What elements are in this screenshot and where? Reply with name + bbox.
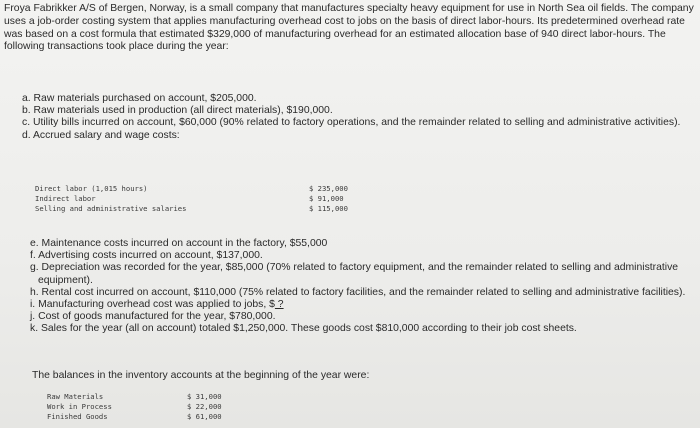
- balances-intro: The balances in the inventory accounts at the beginning of the year were:: [32, 370, 370, 381]
- transaction-b: b. Raw materials used in production (all direct materials), $190,000.: [22, 105, 333, 117]
- balance-value-fg: $ 61,000: [187, 411, 222, 421]
- transaction-f: f. Advertising costs incurred on account, $137,000.: [30, 250, 263, 262]
- inventory-balance-values: [187, 392, 222, 421]
- balance-label-wip: Work in Process: [47, 401, 112, 411]
- balance-value-raw: $ 31,000: [187, 392, 222, 401]
- transaction-h: h. Rental cost incurred on account, $110,000 (75% related to factory facilities, and the remainder related to selling and administrative facilities).: [30, 286, 686, 298]
- transaction-i-text: i. Manufacturing overhead cost was applied to jobs, $: [30, 299, 275, 311]
- transaction-c: c. Utility bills incurred on account, $60,000 (90% related to factory operations, and the remainder related to selling and administrative activities).: [22, 117, 681, 129]
- inventory-balance-labels: [47, 392, 112, 421]
- salary-cost-labels: [35, 184, 186, 213]
- transaction-i: [30, 299, 694, 311]
- balance-value-wip: $ 22,000: [187, 401, 222, 411]
- transaction-a: a. Raw materials purchased on account, $205,000.: [22, 93, 257, 104]
- answer-blank: ?: [274, 299, 284, 311]
- salary-label-direct: Direct labor (1,015 hours): [35, 184, 148, 193]
- transactions-list-e-k: [30, 238, 694, 336]
- transaction-e: e. Maintenance costs incurred on account in the factory, $55,000: [30, 238, 328, 249]
- transaction-j: j. Cost of goods manufactured for the year, $780,000.: [30, 311, 276, 323]
- salary-value-direct: $ 235,000: [309, 184, 348, 193]
- transaction-g: g. Depreciation was recorded for the year, $85,000 (70% related to factory equipment, and the remainder related to selling and administrative equipment).: [30, 262, 679, 286]
- salary-label-indirect: Indirect labor: [35, 193, 96, 203]
- balance-label-raw: Raw Materials: [47, 392, 104, 401]
- transaction-k: k. Sales for the year (all on account) totaled $1,250,000. These goods cost $810,000 according to their job cost sheets.: [30, 323, 577, 335]
- salary-value-selling: $ 115,000: [309, 203, 348, 213]
- balance-label-fg: Finished Goods: [47, 411, 108, 421]
- transaction-d: d. Accrued salary and wage costs:: [22, 129, 180, 141]
- salary-cost-values: [309, 184, 348, 213]
- problem-intro: Froya Fabrikker A/S of Bergen, Norway, is a small company that manufactures specialty heavy equipment for use in North Sea oil fields. The company uses a job-order costing system that applies manufacturing overhead cost to jobs on the basis of direct labor-hours. Its predetermined overhead rate was based on a cost formula that estimated $329,000 of manufacturing overhead for an estimated allocation base of 940 direct labor-hours. The following transactions took place during the year:: [4, 3, 694, 53]
- salary-value-indirect: $ 91,000: [309, 193, 344, 203]
- transactions-list-a-d: [22, 93, 692, 142]
- salary-label-selling: Selling and administrative salaries: [35, 203, 187, 213]
